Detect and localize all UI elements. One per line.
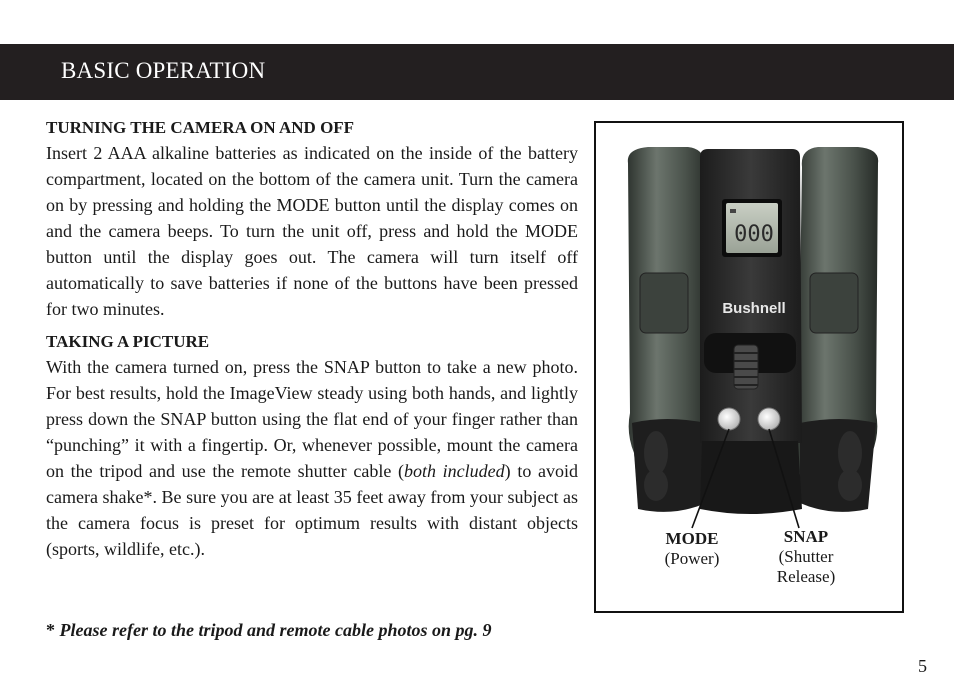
- lcd-display: [722, 199, 782, 257]
- brand-logo: Bushnell: [722, 300, 786, 317]
- snap-button: [758, 408, 780, 430]
- mode-callout: [648, 529, 736, 569]
- main-text: [46, 116, 578, 562]
- focus-wheel: [734, 345, 758, 389]
- section-header-bar: [0, 44, 954, 100]
- section-taking-picture: [46, 330, 578, 562]
- paragraph-part-2: ) to avoid camera shake*. Be sure you are at least 35 feet away from your subject as the camera focus is preset for optimum results with distant objects (sports, wildlife, etc.).: [46, 461, 578, 559]
- snap-sublabel-2: Release): [776, 567, 836, 586]
- snap-sublabel-1: (Shutter: [778, 547, 834, 566]
- camera-illustration: [596, 123, 902, 611]
- mode-label: MODE: [665, 529, 719, 548]
- page-number: 5: [918, 656, 927, 676]
- heading-turning-on-off: TURNING THE CAMERA ON AND OFF: [46, 118, 355, 137]
- snap-label: SNAP: [783, 527, 829, 546]
- paragraph-turning-on-off: Insert 2 AAA alkaline batteries as indicated on the inside of the battery compartment, located on the bottom of the camera unit. Turn the camera on by pressing and holding the MODE button until the display comes on and the camera beeps. To turn the unit off, press and hold the MODE button until the display goes out. The camera will turn itself off automatically to save batteries if none of the buttons have been pressed for two minutes.: [46, 143, 578, 319]
- paragraph-part-1: With the camera turned on, press the SNAP button to take a new photo. For best results, hold the ImageView steady using both hands, and lightly press down the SNAP button using the flat end of your finger rather than “punching” it with a fingertip. Or, whenever possible, mount the camera on the tripod and use the remote shutter cable (: [46, 357, 578, 481]
- paragraph-taking-picture: [46, 354, 578, 562]
- mode-sublabel: (Power): [664, 549, 720, 568]
- mode-button: [718, 408, 740, 430]
- camera-photo-figure: [594, 121, 904, 613]
- heading-taking-picture: TAKING A PICTURE: [46, 332, 210, 351]
- section-turning-on-off: [46, 116, 578, 322]
- section-title: BASIC OPERATION: [61, 58, 266, 83]
- footnote-star: *: [46, 620, 55, 640]
- paragraph-italic: both included: [403, 461, 505, 481]
- footnote-text: Please refer to the tripod and remote cable photos on pg. 9: [59, 620, 492, 640]
- footnote: [46, 620, 491, 641]
- lcd-digits: 000: [734, 222, 774, 247]
- right-barrel: [796, 147, 878, 512]
- left-barrel: [628, 147, 710, 512]
- snap-callout: [762, 527, 850, 587]
